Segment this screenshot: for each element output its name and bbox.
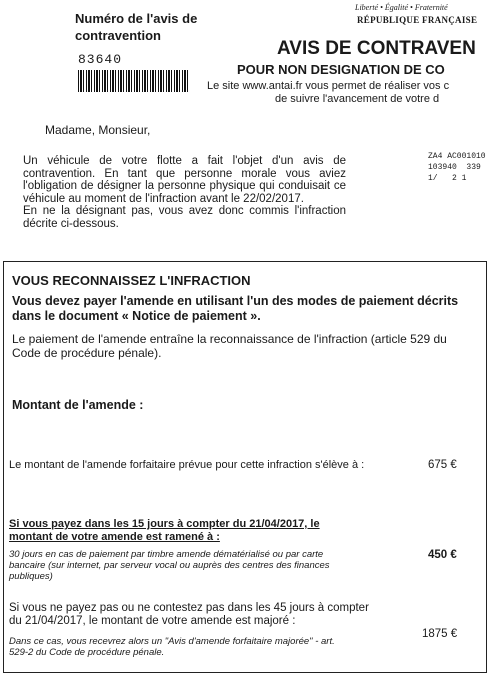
section-title: VOUS RECONNAISSEZ L'INFRACTION [12, 273, 251, 288]
increased-amount-detail: Dans ce cas, vous recevrez alors un "Avis d'amende forfaitaire majorée" - art. 529-2 du Code de procédure pénale. [9, 636, 335, 658]
amount-title: Montant de l'amende : [12, 398, 144, 412]
notice-subtitle: POUR NON DESIGNATION DE CO [237, 62, 445, 77]
reference-block [428, 151, 486, 184]
letter-paragraph: Un véhicule de votre flotte a fait l'objet d'un avis de contravention. En tant que personne morale vous aviez l'obligation de désigner la personne physique qui conduisait ce véhicule au moment de l'infraction avant le 22/02/2017. [23, 155, 346, 205]
increased-amount-value: 1875 € [422, 628, 458, 640]
site-info-line-1: Le site www.antai.fr vous permet de réaliser vos c [207, 80, 450, 92]
ref-line: 103940 339 [428, 163, 481, 172]
standard-amount-value: 675 € [428, 459, 457, 471]
republic-motto: Liberté • Égalité • Fraternité [355, 3, 448, 12]
greeting: Madame, Monsieur, [45, 123, 151, 137]
notice-title: AVIS DE CONTRAVEN [277, 38, 476, 59]
reduced-amount-detail: 30 jours en cas de paiement par timbre amende dématérialisé ou par carte bancaire (sur internet, par serveur vocal ou auprès des centres des finances publiques) [9, 549, 330, 582]
notice-number: 83640 [78, 52, 123, 67]
payment-consequence: Le paiement de l'amende entraîne la reconnaissance de l'infraction (article 529 du Code de procédure pénale). [12, 332, 447, 360]
reduced-amount-value: 450 € [428, 549, 457, 561]
letter-body [23, 155, 346, 230]
republic-label: RÉPUBLIQUE FRANÇAISE [357, 15, 478, 25]
ref-line: ZA4 AC001010 [428, 152, 486, 161]
notice-number-label: Numéro de l'avis de contravention [75, 11, 198, 43]
site-info-line-2: de suivre l'avancement de votre d [275, 93, 440, 105]
ref-line: 1/ 2 1 [428, 174, 467, 183]
notice-header-section [0, 0, 495, 255]
infraction-box [3, 261, 487, 673]
letter-paragraph-2: En ne la désignant pas, vous avez donc commis l'infraction décrite ci-dessous. [23, 205, 346, 230]
standard-amount-text: Le montant de l'amende forfaitaire prévue pour cette infraction s'élève à : [9, 459, 365, 471]
payment-instruction: Vous devez payer l'amende en utilisant l'un des modes de paiement décrits dans le document « Notice de paiement ». [12, 294, 459, 323]
barcode [78, 70, 188, 92]
increased-amount-heading: Si vous ne payez pas ou ne contestez pas dans les 45 jours à compter du 21/04/2017, le montant de votre amende est majoré : [9, 602, 369, 627]
reduced-amount-heading: Si vous payez dans les 15 jours à compter du 21/04/2017, le montant de votre amende est ramené à : [9, 518, 320, 543]
